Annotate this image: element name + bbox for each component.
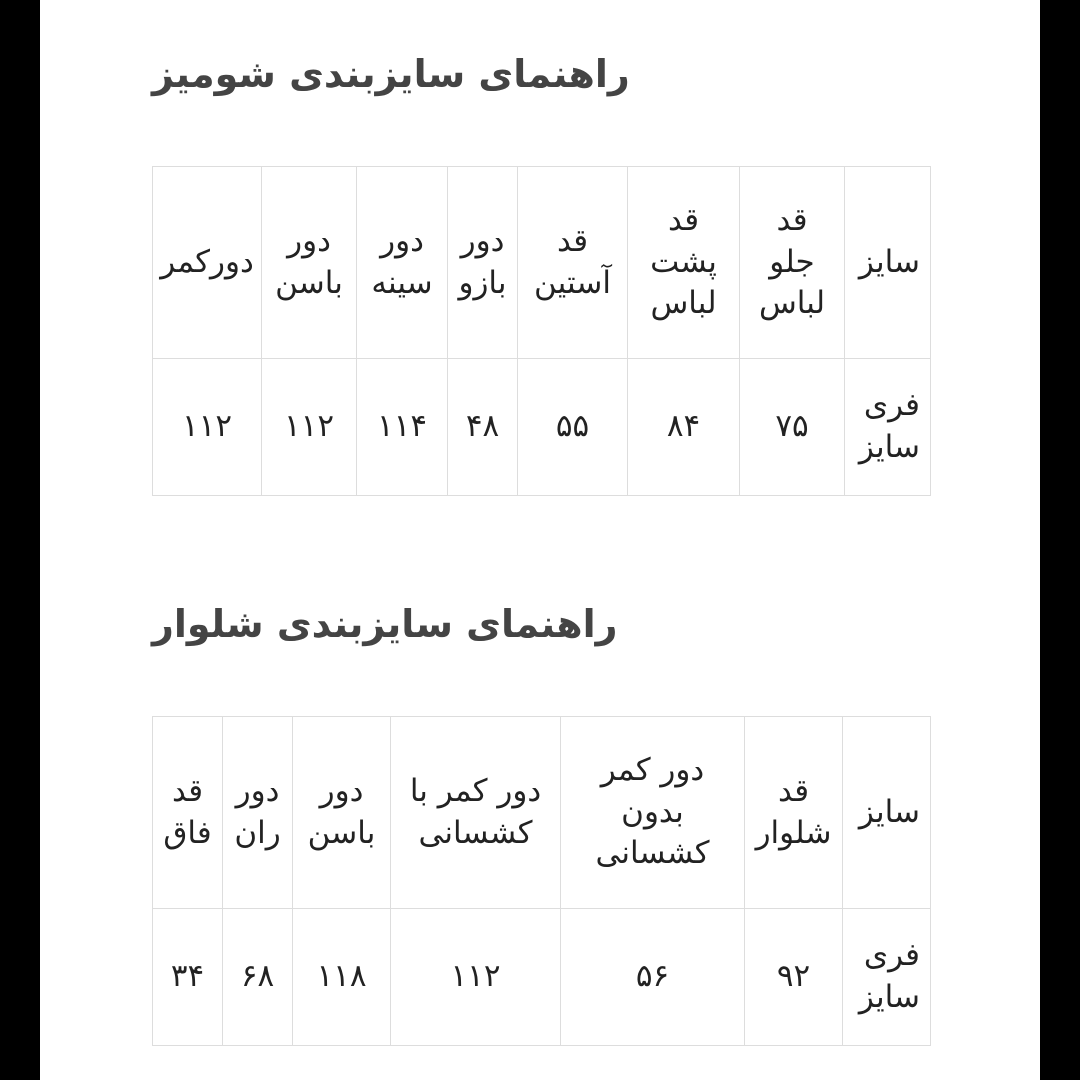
pants-data-row xyxy=(153,909,931,1046)
shirt-sleeve-length-value: ۵۵ xyxy=(518,359,628,496)
pants-hip-circumference-value: ۱۱۸ xyxy=(293,909,391,1046)
shirt-header-front-length: قد جلو لباس xyxy=(740,167,845,359)
pants-header-thigh-circumference: دور ران xyxy=(223,717,293,909)
pants-header-waist-no-elastic: دور کمر بدون کشسانی xyxy=(561,717,745,909)
shirt-header-arm-circumference: دور بازو xyxy=(448,167,518,359)
shirt-size-guide-title: راهنمای سایزبندی شومیز xyxy=(152,52,630,96)
pants-header-rise-length: قد فاق xyxy=(153,717,223,909)
pants-size-table xyxy=(152,716,931,1046)
shirt-header-waist-circumference: دورکمر xyxy=(153,167,262,359)
shirt-data-row xyxy=(153,359,931,496)
shirt-waist-circumference-value: ۱۱۲ xyxy=(153,359,262,496)
shirt-front-length-value: ۷۵ xyxy=(740,359,845,496)
pants-size-value: فری سایز xyxy=(843,909,931,1046)
shirt-size-table xyxy=(152,166,931,496)
pants-thigh-circumference-value: ۶۸ xyxy=(223,909,293,1046)
shirt-hip-circumference-value: ۱۱۲ xyxy=(262,359,357,496)
shirt-header-hip-circumference: دور باسن xyxy=(262,167,357,359)
shirt-arm-circumference-value: ۴۸ xyxy=(448,359,518,496)
shirt-size-value: فری سایز xyxy=(845,359,931,496)
shirt-header-back-length: قد پشت لباس xyxy=(628,167,740,359)
shirt-chest-circumference-value: ۱۱۴ xyxy=(357,359,448,496)
pants-header-row xyxy=(153,717,931,909)
pants-header-pants-length: قد شلوار xyxy=(745,717,843,909)
pants-header-waist-with-elastic: دور کمر با کشسانی xyxy=(391,717,561,909)
shirt-back-length-value: ۸۴ xyxy=(628,359,740,496)
shirt-header-size: سایز xyxy=(845,167,931,359)
pants-header-size: سایز xyxy=(843,717,931,909)
pants-waist-no-elastic-value: ۵۶ xyxy=(561,909,745,1046)
pants-waist-with-elastic-value: ۱۱۲ xyxy=(391,909,561,1046)
page xyxy=(40,0,1040,1080)
pants-length-value: ۹۲ xyxy=(745,909,843,1046)
pants-size-guide-title: راهنمای سایزبندی شلوار xyxy=(152,602,618,646)
shirt-header-chest-circumference: دور سینه xyxy=(357,167,448,359)
shirt-header-row xyxy=(153,167,931,359)
pants-rise-length-value: ۳۴ xyxy=(153,909,223,1046)
shirt-header-sleeve-length: قد آستین xyxy=(518,167,628,359)
pants-header-hip-circumference: دور باسن xyxy=(293,717,391,909)
